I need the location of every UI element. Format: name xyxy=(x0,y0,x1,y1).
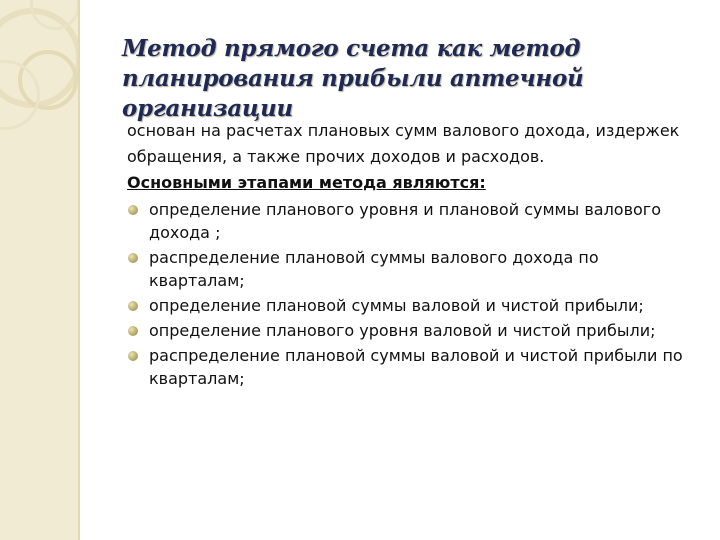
slide-body xyxy=(127,118,687,392)
list-item-text: определение плановой суммы валовой и чистой прибыли; xyxy=(149,296,644,315)
list-item xyxy=(127,198,687,244)
bullet-dot-icon xyxy=(128,253,138,263)
bullet-dot-icon xyxy=(128,326,138,336)
list-item xyxy=(127,344,687,390)
slide-title: Метод прямого счета как метод планирования прибыли аптечной организации xyxy=(122,35,584,122)
list-item xyxy=(127,294,687,317)
intro-paragraph: основан на расчетах плановых сумм валового дохода, издержек обращения, а также прочих доходов и расходов. xyxy=(127,121,680,166)
list-item-text: определение планового уровня и плановой суммы валового дохода ; xyxy=(149,200,661,242)
bullet-dot-icon xyxy=(128,205,138,215)
stages-heading: Основными этапами метода являются: xyxy=(127,173,486,192)
stages-list xyxy=(127,198,687,390)
list-item xyxy=(127,246,687,292)
list-item-text: распределение плановой суммы валового дохода по кварталам; xyxy=(149,248,599,290)
bullet-dot-icon xyxy=(128,301,138,311)
list-item-text: определение планового уровня валовой и чистой прибыли; xyxy=(149,321,656,340)
left-decorative-band xyxy=(0,0,78,540)
list-item xyxy=(127,319,687,342)
band-divider xyxy=(78,0,80,540)
bullet-dot-icon xyxy=(128,351,138,361)
list-item-text: распределение плановой суммы валовой и чистой прибыли по кварталам; xyxy=(149,346,683,388)
